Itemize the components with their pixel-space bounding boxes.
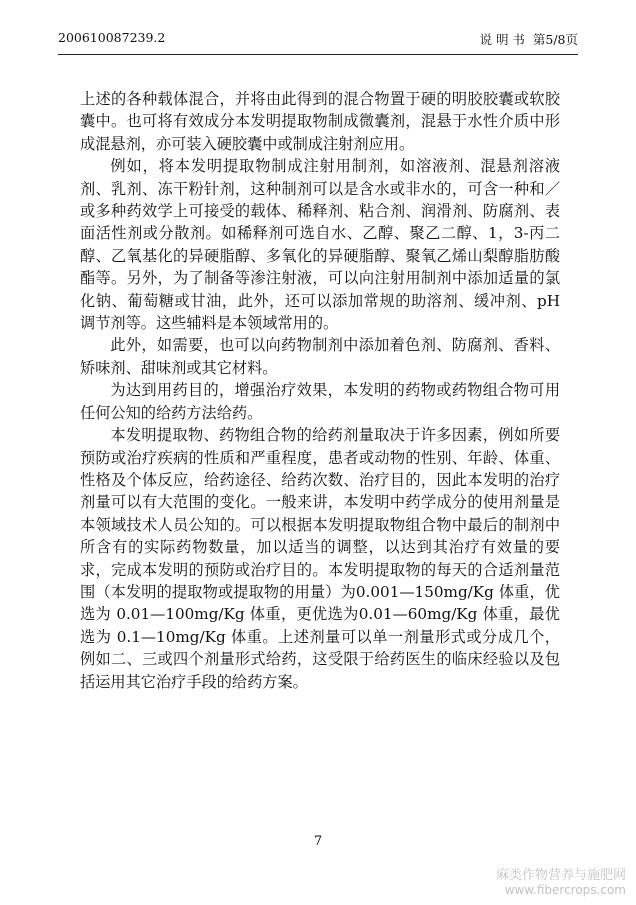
header-divider [58,54,578,55]
site-watermark [496,869,626,897]
paragraph-1: 上述的各种载体混合，并将由此得到的混合物置于硬的明胶胶囊或软胶囊中。也可将有效成分本发明提取物制成微囊剂，混悬于水性介质中形成混悬剂，亦可装入硬胶囊中或制成注射剂应用。 [80,90,560,153]
page-number: 7 [313,834,323,849]
paragraph-3: 此外，如需要，也可以向药物制剂中添加着色剂、防腐剂、香料、矫味剂、甜味剂或其它材料。 [80,336,560,377]
patent-number: 200610087239.2 [58,30,166,45]
paragraph-2: 例如，将本发明提取物制成注射用制剂，如溶液剂、混悬剂溶液剂、乳剂、冻干粉针剂，这种制剂可以是含水或非水的，可含一种和／或多种药效学上可接受的载体、稀释剂、粘合剂、润滑剂、防腐剂、表面活性剂或分散剂。如稀释剂可选自水、乙醇、聚乙二醇、1，3-丙二醇、乙氧基化的异硬脂醇、多氧化的异硬脂醇、聚氧乙烯山梨醇脂肪酸酯等。另外，为了制备等渗注射液，可以向注射用制剂中添加适量的氯化钠、葡萄糖或甘油，此外，还可以添加常规的助溶剂、缓冲剂、pH 调节剂等。这些辅料是本领域常用的。 [80,157,560,333]
watermark-url: www.fibercrops.com [504,883,626,897]
page-label: 第5/8页 [532,32,578,47]
section-label: 说 明 书 [479,32,525,47]
body-text [80,88,560,693]
watermark-title: 麻类作物营养与施肥网 [495,868,626,883]
page-header [58,30,578,50]
header-right [479,30,578,48]
paragraph-5: 本发明提取物、药物组合物的给药剂量取决于许多因素，例如所要预防或治疗疾病的性质和严重程度，患者或动物的性别、年龄、体重、性格及个体反应，给药途径、给药次数、治疗目的，因此本发明的治疗剂量可以有大范围的变化。一般来讲，本发明中药学成分的使用剂量是本领域技术人员公知的。可以根据本发明提取物组合物中最后的制剂中所含有的实际药物数量，加以适当的调整，以达到其治疗有效量的要求，完成本发明的预防或治疗目的。本发明提取物的每天的合适剂量范围（本发明的提取物或提取物的用量）为0.001—150mg/Kg 体重，优选为 0.01—100mg/Kg 体重，更优选为0.01—60mg/Kg 体重，最优选为 0.1—10mg/Kg 体重。上述剂量可以单一剂量形式或分成几个，例如二、三或四个剂量形式给药，这受限于给药医生的临床经验以及包括运用其它治疗手段的给药方案。 [80,426,560,691]
paragraph-4: 为达到用药目的，增强治疗效果，本发明的药物或药物组合物可用任何公知的给药方法给药。 [80,381,560,422]
